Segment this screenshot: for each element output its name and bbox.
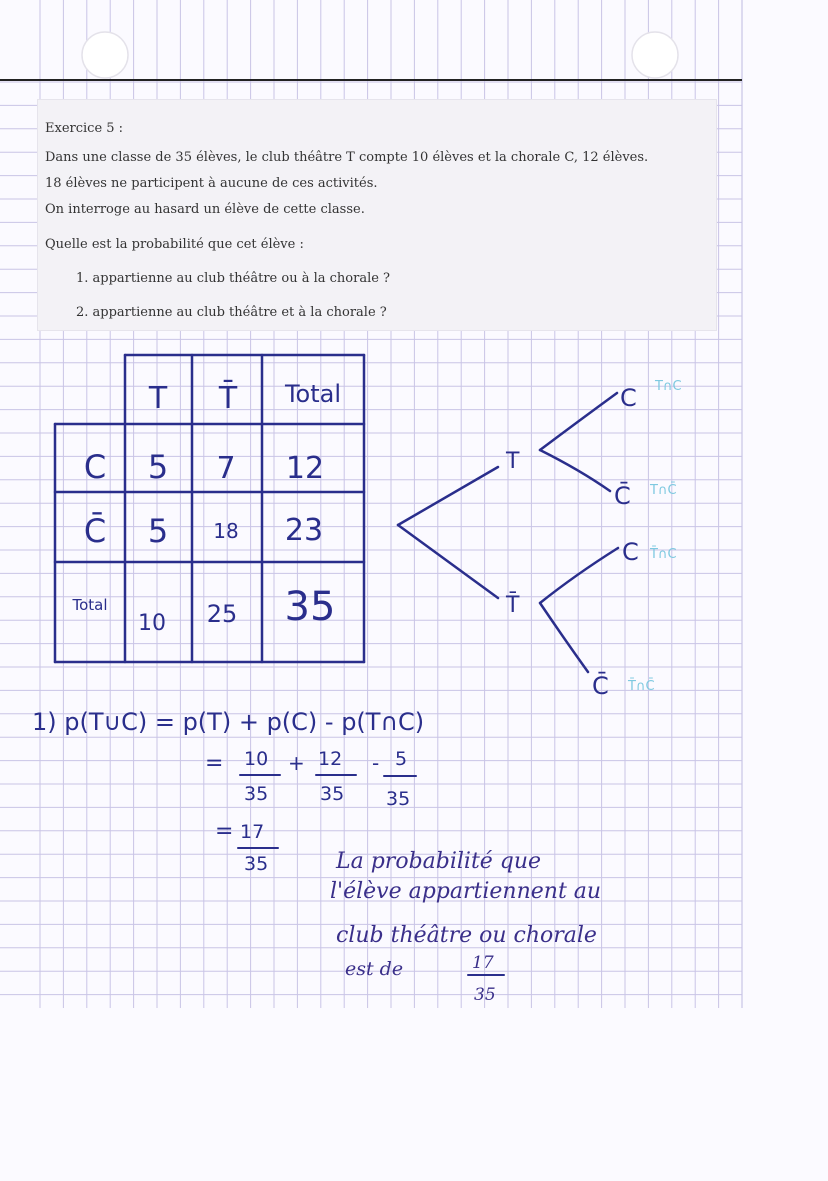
conclusion-line: La probabilité que — [336, 849, 542, 874]
statement-line: Dans une classe de 35 élèves, le club théâtre T compte 10 élèves et la chorale C, 12 élèves. — [45, 150, 649, 165]
conclusion-line: club théâtre ou chorale — [336, 923, 597, 948]
question-item: 2. appartienne au club théâtre et à la chorale ? — [76, 305, 387, 320]
tree-leaf-note: T̄∩C̄ — [628, 679, 655, 694]
table-cell: 5 — [147, 512, 169, 550]
conclusion-line: l'élève appartiennent au — [330, 879, 602, 904]
result-den: 35 — [244, 853, 269, 875]
conclusion-fraction-den: 35 — [474, 985, 496, 1005]
tree-leaf: C̄ — [614, 482, 631, 510]
equals-sign: = — [205, 751, 224, 776]
fraction-num: 5 — [395, 748, 408, 770]
table-cell: 25 — [206, 600, 238, 628]
tree-leaf: C — [622, 538, 639, 566]
minus-sign: - — [372, 751, 380, 775]
fraction-den: 35 — [386, 788, 411, 810]
row-label: C̄ — [83, 512, 107, 550]
table-cell: 5 — [147, 448, 169, 486]
table-header: Total — [284, 380, 342, 408]
tree-node: T — [506, 449, 520, 474]
table-header: T̄ — [218, 381, 238, 416]
equals-sign: = — [215, 819, 234, 844]
tree-leaf: C — [620, 384, 637, 412]
conclusion-line: est de — [345, 958, 404, 980]
fraction-num: 10 — [244, 748, 269, 770]
plus-sign: + — [288, 751, 305, 775]
row-label: C — [83, 448, 107, 486]
statement-line: 18 élèves ne participent à aucune de ces activités. — [45, 176, 378, 191]
result-num: 17 — [240, 821, 265, 843]
fraction-den: 35 — [244, 783, 269, 805]
fraction-den: 35 — [320, 783, 345, 805]
table-cell: 12 — [285, 451, 325, 486]
tree-leaf-note: T̄∩C — [650, 547, 677, 562]
table-cell: 35 — [284, 584, 336, 630]
fraction-num: 12 — [318, 748, 343, 770]
tree-leaf-note: T∩C — [655, 379, 682, 394]
tree-leaf-note: T∩C̄ — [650, 483, 677, 498]
table-cell: 18 — [213, 519, 239, 543]
table-cell: 23 — [284, 513, 324, 548]
table-header: T — [148, 381, 168, 416]
question-text: Quelle est la probabilité que cet élève : — [45, 237, 304, 252]
conclusion-fraction-num: 17 — [472, 953, 494, 973]
question-item: 1. appartienne au club théâtre ou à la chorale ? — [76, 271, 391, 286]
tree-node: T̄ — [506, 593, 520, 618]
row-label: Total — [72, 596, 108, 614]
table-cell: 10 — [138, 611, 166, 636]
table-cell: 7 — [216, 451, 236, 486]
formula-line: 1) p(T∪C) = p(T) + p(C) - p(T∩C) — [32, 708, 425, 736]
exercise-title: Exercice 5 : — [45, 121, 124, 136]
statement-line: On interroge au hasard un élève de cette classe. — [45, 202, 365, 217]
tree-leaf: C̄ — [592, 672, 609, 700]
